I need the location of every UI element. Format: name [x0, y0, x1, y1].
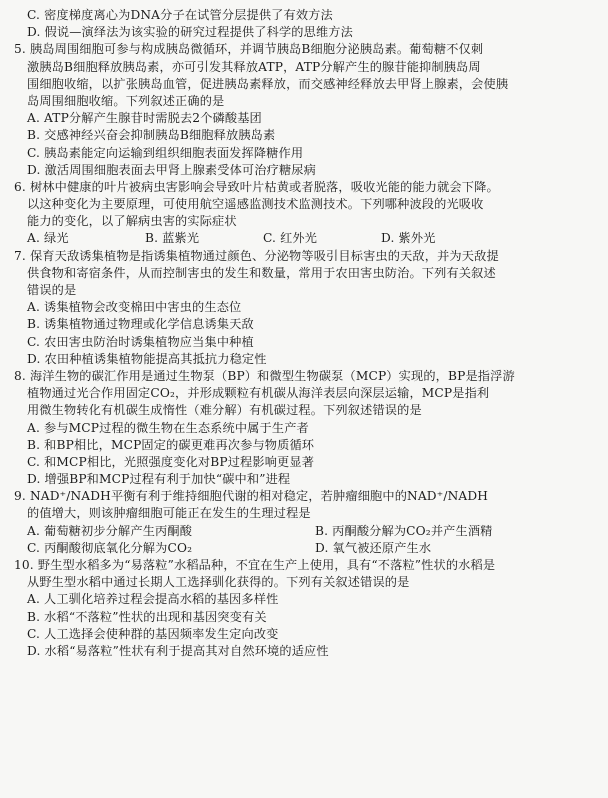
q4-option-c: C. 密度梯度离心为DNA分子在试管分层提供了有效方法 — [27, 8, 333, 22]
q10-stem-line-1: 10. 野生型水稻多为“易落粒”水稻品种，不宜在生产上使用，具有“不落粒”性状的水稻是 — [14, 558, 496, 572]
q5-stem-line-1: 5. 胰岛周围细胞可参与构成胰岛微循环，并调节胰岛B细胞分泌胰岛素。葡萄糖不仅刺 — [14, 42, 484, 57]
q6-option-b: B. 蓝紫光 — [145, 231, 200, 246]
q7-option-d: D. 农田种植诱集植物能提高其抵抗力稳定性 — [27, 351, 267, 366]
q6-option-a: A. 绿光 — [27, 231, 69, 246]
q5-option-c: C. 胰岛素能定向运输到组织细胞表面发挥降糖作用 — [27, 145, 304, 160]
q7-option-b: B. 诱集植物通过物理或化学信息诱集天敌 — [27, 317, 254, 332]
q8-stem-line-1: 8. 海洋生物的碳汇作用是通过生物泵（BP）和微型生物碳泵（MCP）实现的，BP是指浮游 — [14, 368, 515, 383]
question-column — [14, 7, 602, 660]
q9-option-d: D. 氧气被还原产生水 — [315, 540, 432, 555]
q9-options-row-2 — [14, 540, 602, 557]
q8-stem-line-3: 用微生物转化有机碳生成惰性（难分解）有机碳过程。下列叙述错误的是 — [27, 403, 422, 418]
q8-option-a: A. 参与MCP过程的微生物在生态系统中属于生产者 — [27, 420, 309, 435]
q6-options-row — [14, 230, 602, 247]
q6-stem-line-1: 6. 树林中健康的叶片被病虫害影响会导致叶片枯黄或者脱落，吸收光能的能力就会下降。 — [14, 179, 499, 194]
q5-option-b: B. 交感神经兴奋会抑制胰岛B细胞释放胰岛素 — [27, 128, 276, 143]
q5-option-d: D. 激活周围细胞表面去甲肾上腺素受体可治疗糖尿病 — [27, 162, 316, 177]
q8-stem-line-2: 植物通过光合作用固定CO₂，并形成颗粒有机碳从海洋表层向深层运输，MCP是指利 — [27, 386, 490, 401]
q7-stem-line-3: 错误的是 — [27, 283, 77, 297]
q5-option-a: A. ATP分解产生腺苷时需脱去2个磷酸基团 — [27, 111, 262, 126]
q5-stem-line-3: 围细胞收缩，以扩张胰岛血管，促进胰岛素释放，而交感神经释放去甲肾上腺素，会使胰 — [27, 76, 509, 91]
q6-stem-line-3: 能力的变化，以了解病虫害的实际症状 — [27, 214, 237, 229]
q10-option-b: B. 水稻“不落粒”性状的出现和基因突变有关 — [27, 609, 267, 624]
q10-option-a: A. 人工驯化培养过程会提高水稻的基因多样性 — [27, 592, 279, 607]
q6-option-d: D. 紫外光 — [381, 231, 436, 246]
q7-stem-line-2: 供食物和寄宿条件，从而控制害虫的发生和数量，常用于农田害虫防治。下列有关叙述 — [27, 265, 496, 280]
q6-stem-line-2: 以这种变化为主要原理，可使用航空遥感监测技术监测技术。下列哪种波段的光吸收 — [27, 197, 484, 212]
q8-option-c: C. 和MCP相比，光照强度变化对BP过程影响更显著 — [27, 454, 315, 469]
q9-option-c: C. 丙酮酸彻底氧化分解为CO₂ — [27, 540, 193, 555]
q10-stem-line-2: 从野生型水稻中通过长期人工选择驯化获得的。下列有关叙述错误的是 — [27, 575, 410, 590]
q7-stem-line-1: 7. 保育天敌诱集植物是指诱集植物通过颜色、分泌物等吸引目标害虫的天敌，并为天敌提 — [14, 248, 499, 263]
q8-option-d: D. 增强BP和MCP过程有利于加快“碳中和”进程 — [27, 472, 291, 487]
q4-option-d: D. 假说—演绎法为该实验的研究过程提供了科学的思维方法 — [27, 25, 353, 40]
q9-stem-line-2: 的值增大，则该肿瘤细胞可能正在发生的生理过程是 — [27, 506, 311, 521]
q9-option-b: B. 丙酮酸分解为CO₂并产生酒精 — [315, 523, 493, 538]
q5-stem-line-4: 岛周围细胞收缩。下列叙述正确的是 — [27, 93, 225, 108]
q7-option-a: A. 诱集植物会改变棉田中害虫的生态位 — [27, 300, 242, 315]
q7-option-c: C. 农田害虫防治时诱集植物应当集中种植 — [27, 334, 254, 349]
q9-option-a: A. 葡萄糖初步分解产生丙酮酸 — [27, 523, 193, 538]
q9-stem-line-1: 9. NAD⁺/NADH平衡有利于维持细胞代谢的相对稳定，若肿瘤细胞中的NAD⁺/NADH — [14, 489, 489, 504]
q9-options-row-1 — [14, 523, 602, 540]
q5-stem-line-2: 激胰岛B细胞释放胰岛素，亦可引发其释放ATP，ATP分解产生的腺苷能抑制胰岛周 — [27, 59, 481, 74]
q10-option-d: D. 水稻“易落粒”性状有利于提高其对自然环境的适应性 — [27, 643, 329, 658]
q8-option-b: B. 和BP相比，MCP固定的碳更难再次参与物质循环 — [27, 437, 315, 452]
q10-option-c: C. 人工选择会使种群的基因频率发生定向改变 — [27, 626, 279, 641]
q6-option-c: C. 红外光 — [263, 231, 318, 246]
